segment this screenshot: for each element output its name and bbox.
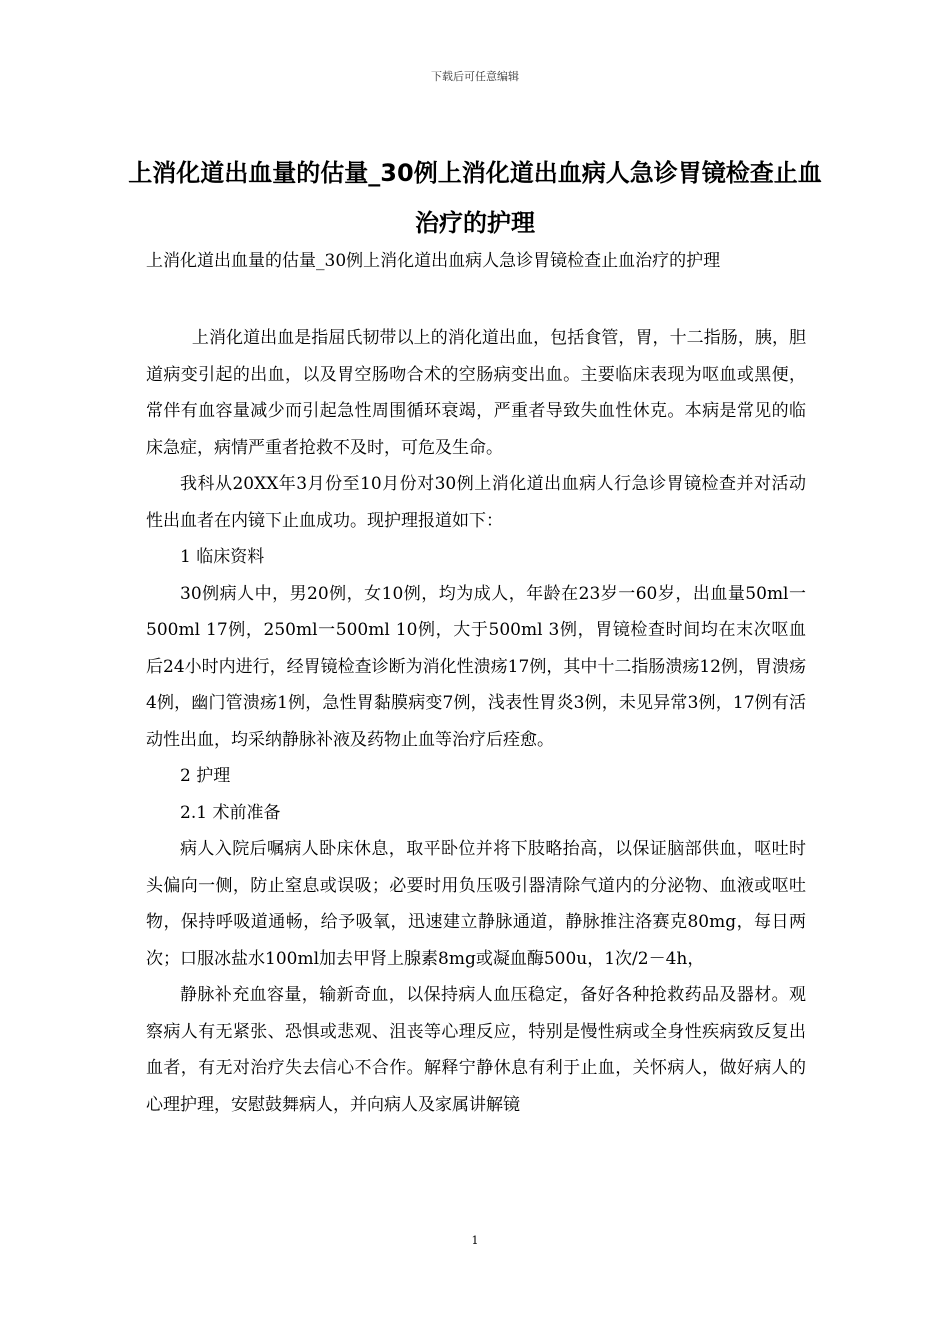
header-note: 下载后可任意编辑 bbox=[431, 70, 519, 83]
paragraph-report: 我科从20XX年3月份至10月份对30例上消化道出血病人行急诊胃镜检查并对活动性出血者在内镜下止血成功。现护理报道如下： bbox=[146, 474, 806, 531]
section-heading-clinical-data: 1 临床资料 bbox=[180, 547, 265, 567]
paragraph-clinical-data: 30例病人中，男20例，女10例，均为成人，年龄在23岁一60岁，出血量50ml一500ml 17例，250ml一500ml 10例，大于500ml 3例，胃镜检查时间均在末次呕血后24小时内进行，经胃镜检查诊断为消化性溃疡17例，其中十二指肠溃疡12例，胃溃疡4例，幽门管溃疡1例，急性胃黏膜病变7例，浅表性胃炎3例，未见异常3例，17例有活动性出血，均采纳静脉补液及药物止血等治疗后痊愈。 bbox=[146, 583, 806, 750]
section-heading-nursing: 2 护理 bbox=[180, 766, 231, 786]
paragraph-blood-volume: 静脉补充血容量，输新奇血，以保持病人血压稳定，备好各种抢救药品及器材。观察病人有无紧张、恐惧或悲观、沮丧等心理反应，特别是慢性病或全身性疾病致反复出血者，有无对治疗失去信心不合作。解释宁静休息有利于止血，关怀病人，做好病人的心理护理，安慰鼓舞病人，并向病人及家属讲解镜 bbox=[146, 985, 806, 1115]
document-title: 上消化道出血量的估量_30例上消化道出血病人急诊胃镜检查止血治疗的护理 bbox=[128, 159, 822, 237]
document-body bbox=[146, 320, 806, 1123]
document-subtitle: 上消化道出血量的估量_30例上消化道出血病人急诊胃镜检查止血治疗的护理 bbox=[146, 251, 721, 271]
paragraph-preparation: 病人入院后嘱病人卧床休息，取平卧位并将下肢略抬高，以保证脑部供血，呕吐时头偏向一侧，防止窒息或误吸；必要时用负压吸引器清除气道内的分泌物、血液或呕吐物，保持呼吸道通畅，给予吸氧，迅速建立静脉通道，静脉推注洛赛克80mg，每日两次；口服冰盐水100ml加去甲肾上腺素8mg或凝血酶500u，1次/2－4h， bbox=[146, 839, 806, 969]
paragraph-intro: 上消化道出血是指屈氏韧带以上的消化道出血，包括食管，胃，十二指肠，胰，胆道病变引起的出血，以及胃空肠吻合术的空肠病变出血。主要临床表现为呕血或黑便，常伴有血容量减少而引起急性周围循环衰竭，严重者导致失血性休克。本病是常见的临床急症，病情严重者抢救不及时，可危及生命。 bbox=[146, 328, 806, 458]
subsection-heading-preparation: 2.1 术前准备 bbox=[180, 802, 281, 823]
page-number: 1 bbox=[471, 1234, 479, 1247]
